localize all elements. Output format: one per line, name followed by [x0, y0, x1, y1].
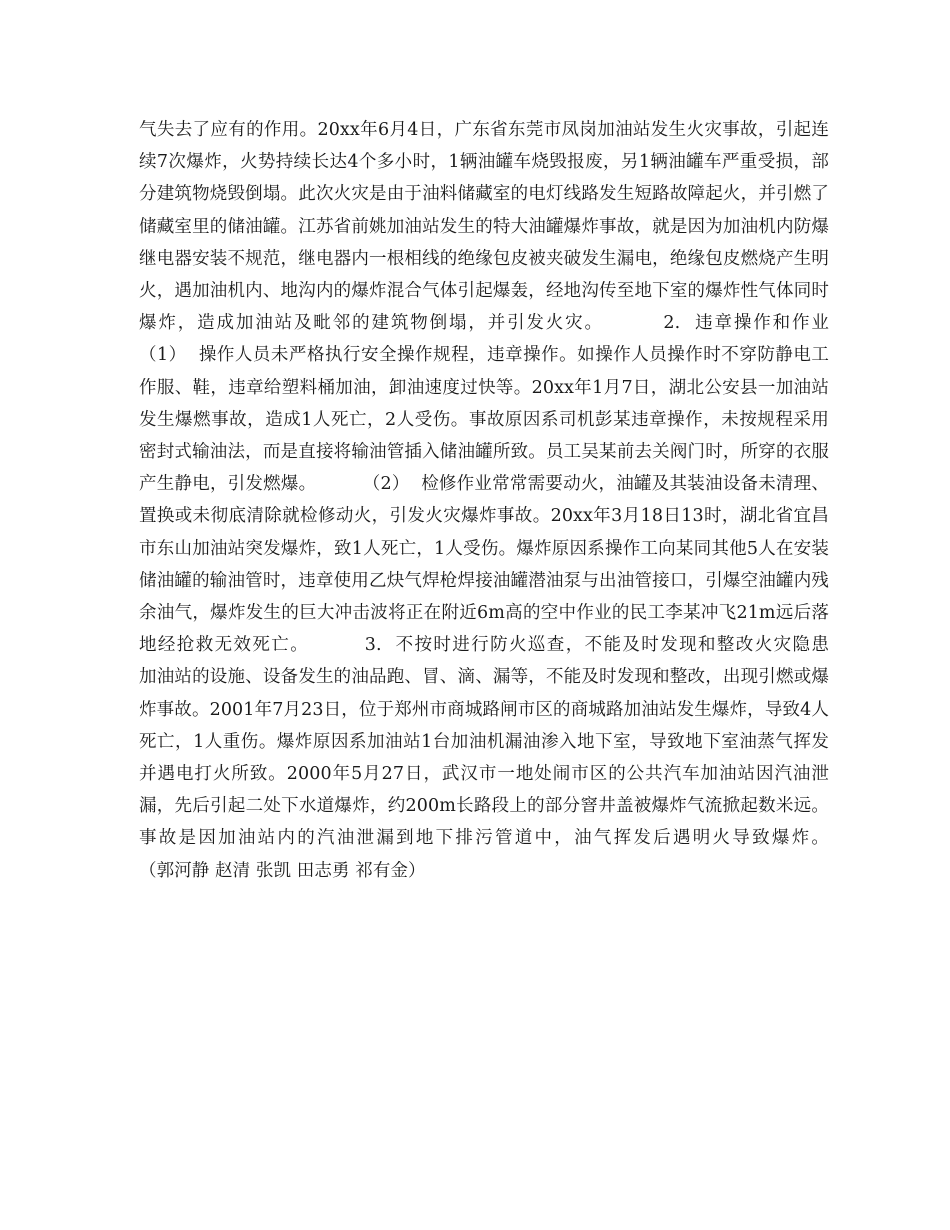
body-paragraph: 气失去了应有的作用。20xx年6月4日，广东省东莞市凤岗加油站发生火灾事故，引起连续7次爆炸，火势持续长达4个多小时，1辆油罐车烧毁报废，另1辆油罐车严重受损，部分建筑物烧毁倒塌。此次火灾是由于油料储藏室的电灯线路发生短路故障起火，并引燃了储藏室里的储油罐。江苏省前姚加油站发生的特大油罐爆炸事故，就是因为加油机内防爆继电器安装不规范，继电器内一根相线的绝缘包皮被夹破发生漏电，绝缘包皮燃烧产生明火，遇加油机内、地沟内的爆炸混合气体引起爆轰，经地沟传至地下室的爆炸性气体同时爆炸，造成加油站及毗邻的建筑物倒塌，并引发火灾。 2. 违章操作和作业 （1） 操作人员未严格执行安全操作规程，违章操作。如操作人员操作时不穿防静电工作服、鞋，违章给塑料桶加油，卸油速度过快等。20xx年1月7日，湖北公安县一加油站发生爆燃事故，造成1人死亡，2人受伤。事故原因系司机彭某违章操作，未按规程采用密封式输油法，而是直接将输油管插入储油罐所致。员工吴某前去关阀门时，所穿的衣服产生静电，引发燃爆。 （2） 检修作业常常需要动火，油罐及其装油设备未清理、置换或未彻底清除就检修动火，引发火灾爆炸事故。20xx年3月18日13时，湖北省宜昌市东山加油站突发爆炸，致1人死亡，1人受伤。爆炸原因系操作工向某同其他5人在安装储油罐的输油管时，违章使用乙炔气焊枪焊接油罐潜油泵与出油管接口，引爆空油罐内残余油气，爆炸发生的巨大冲击波将正在附近6m高的空中作业的民工李某冲飞21m远后落地经抢救无效死亡。 3. 不按时进行防火巡查，不能及时发现和整改火灾隐患 加油站的设施、设备发生的油品跑、冒、滴、漏等，不能及时发现和整改，出现引燃或爆炸事故。2001年7月23日，位于郑州市商城路闸市区的商城路加油站发生爆炸，导致4人死亡，1人重伤。爆炸原因系加油站1台加油机漏油渗入地下室，导致地下室油蒸气挥发并遇电打火所致。2000年5月27日，武汉市一地处闹市区的公共汽车加油站因汽油泄漏，先后引起二处下水道爆炸，约200m长路段上的部分窨井盖被爆炸气流掀起数米远。事故是因加油站内的汽油泄漏到地下排污管道中，油气挥发后遇明火导致爆炸。 （郭河静 赵清 张凯 田志勇 祁有金）: [139, 120, 875, 881]
